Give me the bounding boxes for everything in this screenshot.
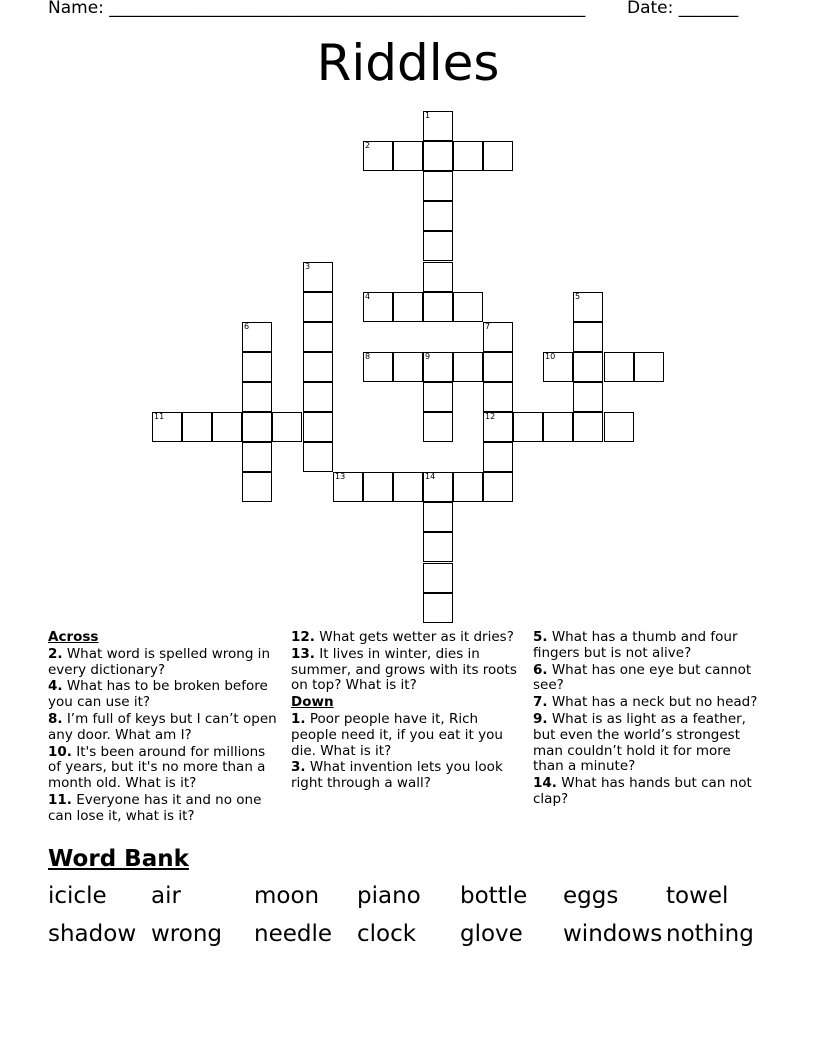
- crossword-cell[interactable]: [303, 442, 333, 472]
- crossword-cell[interactable]: [573, 382, 603, 412]
- crossword-cell[interactable]: [303, 292, 333, 322]
- cell-number: 3: [305, 262, 311, 271]
- crossword-cell[interactable]: [242, 442, 272, 472]
- word-bank-item: eggs: [563, 883, 619, 909]
- across-clue: [291, 630, 523, 646]
- clue-text: What has one eye but cannot see?: [533, 661, 752, 694]
- down-clue: [291, 760, 523, 792]
- crossword-cell[interactable]: [483, 352, 513, 382]
- crossword-cell[interactable]: [423, 231, 453, 261]
- crossword-cell[interactable]: [423, 352, 453, 382]
- crossword-cell[interactable]: [423, 472, 453, 502]
- crossword-cell[interactable]: [303, 382, 333, 412]
- crossword-cell[interactable]: [423, 532, 453, 562]
- cell-number: 6: [244, 322, 250, 331]
- crossword-cell[interactable]: [634, 352, 664, 382]
- across-clue: [48, 679, 280, 711]
- clue-number: 8.: [48, 710, 63, 727]
- clue-column-2: [291, 630, 523, 793]
- crossword-cell[interactable]: [242, 472, 272, 502]
- crossword-cell[interactable]: [543, 412, 573, 442]
- crossword-cell[interactable]: [303, 262, 333, 292]
- across-clue: [291, 647, 523, 694]
- cell-number: 9: [425, 352, 431, 361]
- clue-number: 12.: [291, 629, 315, 645]
- crossword-cell[interactable]: [182, 412, 212, 442]
- word-bank-item: needle: [254, 921, 333, 947]
- clue-number: 2.: [48, 645, 63, 662]
- clue-column-1: [48, 630, 280, 826]
- crossword-cell[interactable]: [453, 292, 483, 322]
- crossword-cell[interactable]: [573, 292, 603, 322]
- crossword-cell[interactable]: [423, 292, 453, 322]
- word-bank-item: towel: [666, 883, 729, 909]
- crossword-cell[interactable]: [573, 412, 603, 442]
- crossword-cell[interactable]: [513, 412, 543, 442]
- cell-number: 13: [335, 472, 346, 481]
- clue-text: Poor people have it, Rich people need it, if you eat it you die. What is it?: [291, 710, 503, 759]
- crossword-cell[interactable]: [483, 472, 513, 502]
- crossword-cell[interactable]: [393, 292, 423, 322]
- crossword-cell[interactable]: [242, 322, 272, 352]
- word-bank-item: icicle: [48, 883, 107, 909]
- crossword-cell[interactable]: [423, 382, 453, 412]
- crossword-cell[interactable]: [423, 412, 453, 442]
- word-bank-item: shadow: [48, 921, 137, 947]
- page-title: Riddles: [316, 34, 500, 92]
- cell-number: 4: [365, 292, 371, 301]
- word-bank-item: windows: [563, 921, 663, 947]
- crossword-cell[interactable]: [423, 201, 453, 231]
- clue-number: 3.: [291, 759, 306, 776]
- crossword-cell[interactable]: [483, 412, 513, 442]
- cell-number: 14: [425, 472, 436, 481]
- cell-number: 8: [365, 352, 371, 361]
- down-clue: [533, 663, 765, 695]
- crossword-cell[interactable]: [363, 352, 393, 382]
- clue-text: It lives in winter, dies in summer, and grows with its roots on top? What is it?: [291, 645, 517, 694]
- word-bank-item: bottle: [460, 883, 528, 909]
- crossword-cell[interactable]: [423, 111, 453, 141]
- down-clue: [533, 695, 765, 711]
- crossword-cell[interactable]: [152, 412, 182, 442]
- crossword-cell[interactable]: [573, 322, 603, 352]
- word-bank-item: nothing: [666, 921, 754, 947]
- crossword-cell[interactable]: [303, 352, 333, 382]
- across-clue: [48, 647, 280, 679]
- crossword-cell[interactable]: [272, 412, 302, 442]
- clue-number: 9.: [533, 710, 548, 727]
- crossword-cell[interactable]: [242, 382, 272, 412]
- crossword-cell[interactable]: [242, 352, 272, 382]
- cell-number: 2: [365, 141, 371, 150]
- clue-text: What has hands but can not clap?: [533, 775, 752, 807]
- clue-text: It's been around for millions of years, but it's no more than a month old. What is it?: [48, 743, 266, 792]
- cell-number: 7: [485, 322, 491, 331]
- clue-text: Everyone has it and no one can lose it, what is it?: [48, 791, 262, 824]
- crossword-cell[interactable]: [483, 442, 513, 472]
- crossword-cell[interactable]: [483, 141, 513, 171]
- crossword-cell[interactable]: [483, 382, 513, 412]
- clue-text: What word is spelled wrong in every dictionary?: [48, 645, 270, 678]
- clue-column-3: [533, 630, 765, 809]
- cell-number: 1: [425, 111, 431, 120]
- across-clue: [48, 745, 280, 792]
- across-clue: [48, 712, 280, 744]
- crossword-cell[interactable]: [363, 472, 393, 502]
- cell-number: 12: [485, 412, 496, 421]
- crossword-cell[interactable]: [393, 141, 423, 171]
- crossword-cell[interactable]: [212, 412, 242, 442]
- clue-number: 7.: [533, 694, 548, 711]
- clue-text: What has a neck but no head?: [551, 694, 758, 711]
- crossword-cell[interactable]: [423, 502, 453, 532]
- crossword-cell[interactable]: [453, 141, 483, 171]
- clue-text: What has a thumb and four fingers but is not alive?: [533, 629, 738, 661]
- down-heading: Down: [291, 694, 334, 711]
- cell-number: 11: [154, 412, 165, 421]
- crossword-cell[interactable]: [363, 292, 393, 322]
- crossword-cell[interactable]: [303, 322, 333, 352]
- clue-text: What gets wetter as it dries?: [319, 629, 514, 645]
- clue-number: 6.: [533, 661, 548, 678]
- down-clue: [533, 712, 765, 775]
- word-bank-item: clock: [357, 921, 417, 947]
- word-bank-item: moon: [254, 883, 320, 909]
- word-bank-title: Word Bank: [48, 846, 189, 872]
- crossword-cell[interactable]: [423, 262, 453, 292]
- clue-number: 10.: [48, 743, 72, 760]
- crossword-cell[interactable]: [483, 322, 513, 352]
- crossword-cell[interactable]: [423, 593, 453, 623]
- crossword-cell[interactable]: [363, 141, 393, 171]
- cell-number: 5: [575, 292, 581, 301]
- crossword-cell[interactable]: [393, 472, 423, 502]
- down-clue: [533, 630, 765, 662]
- crossword-cell[interactable]: [242, 412, 272, 442]
- word-bank-item: glove: [460, 921, 523, 947]
- name-field-label: Name: ________________________________________________________: [48, 0, 586, 18]
- clue-number: 5.: [533, 629, 548, 645]
- crossword-cell[interactable]: [453, 352, 483, 382]
- clue-number: 13.: [291, 645, 315, 662]
- down-clue: [533, 776, 765, 808]
- clue-number: 11.: [48, 791, 72, 808]
- crossword-cell[interactable]: [543, 352, 573, 382]
- date-field-label: Date: _______: [627, 0, 739, 18]
- clue-text: I’m full of keys but I can’t open any door. What am I?: [48, 710, 277, 743]
- clue-text: What is as light as a feather, but even the world’s strongest man couldn’t hold it for more than a minute?: [533, 710, 746, 775]
- crossword-cell[interactable]: [453, 472, 483, 502]
- crossword-cell[interactable]: [604, 352, 634, 382]
- clue-number: 4.: [48, 678, 63, 695]
- clue-text: What invention lets you look right through a wall?: [291, 759, 503, 792]
- crossword-cell[interactable]: [333, 472, 363, 502]
- crossword-cell[interactable]: [604, 412, 634, 442]
- clue-number: 14.: [533, 775, 557, 792]
- crossword-cell[interactable]: [573, 352, 603, 382]
- crossword-cell[interactable]: [393, 352, 423, 382]
- clue-text: What has to be broken before you can use it?: [48, 678, 268, 711]
- cell-number: 10: [545, 352, 556, 361]
- word-bank-item: wrong: [151, 921, 223, 947]
- clue-number: 1.: [291, 710, 306, 727]
- across-clue: [48, 793, 280, 825]
- across-heading: Across: [48, 629, 99, 645]
- word-bank-item: piano: [357, 883, 421, 909]
- word-bank-item: air: [151, 883, 181, 909]
- crossword-cell[interactable]: [423, 141, 453, 171]
- crossword-cell[interactable]: [423, 171, 453, 201]
- crossword-cell[interactable]: [303, 412, 333, 442]
- crossword-cell[interactable]: [423, 563, 453, 593]
- down-clue: [291, 712, 523, 759]
